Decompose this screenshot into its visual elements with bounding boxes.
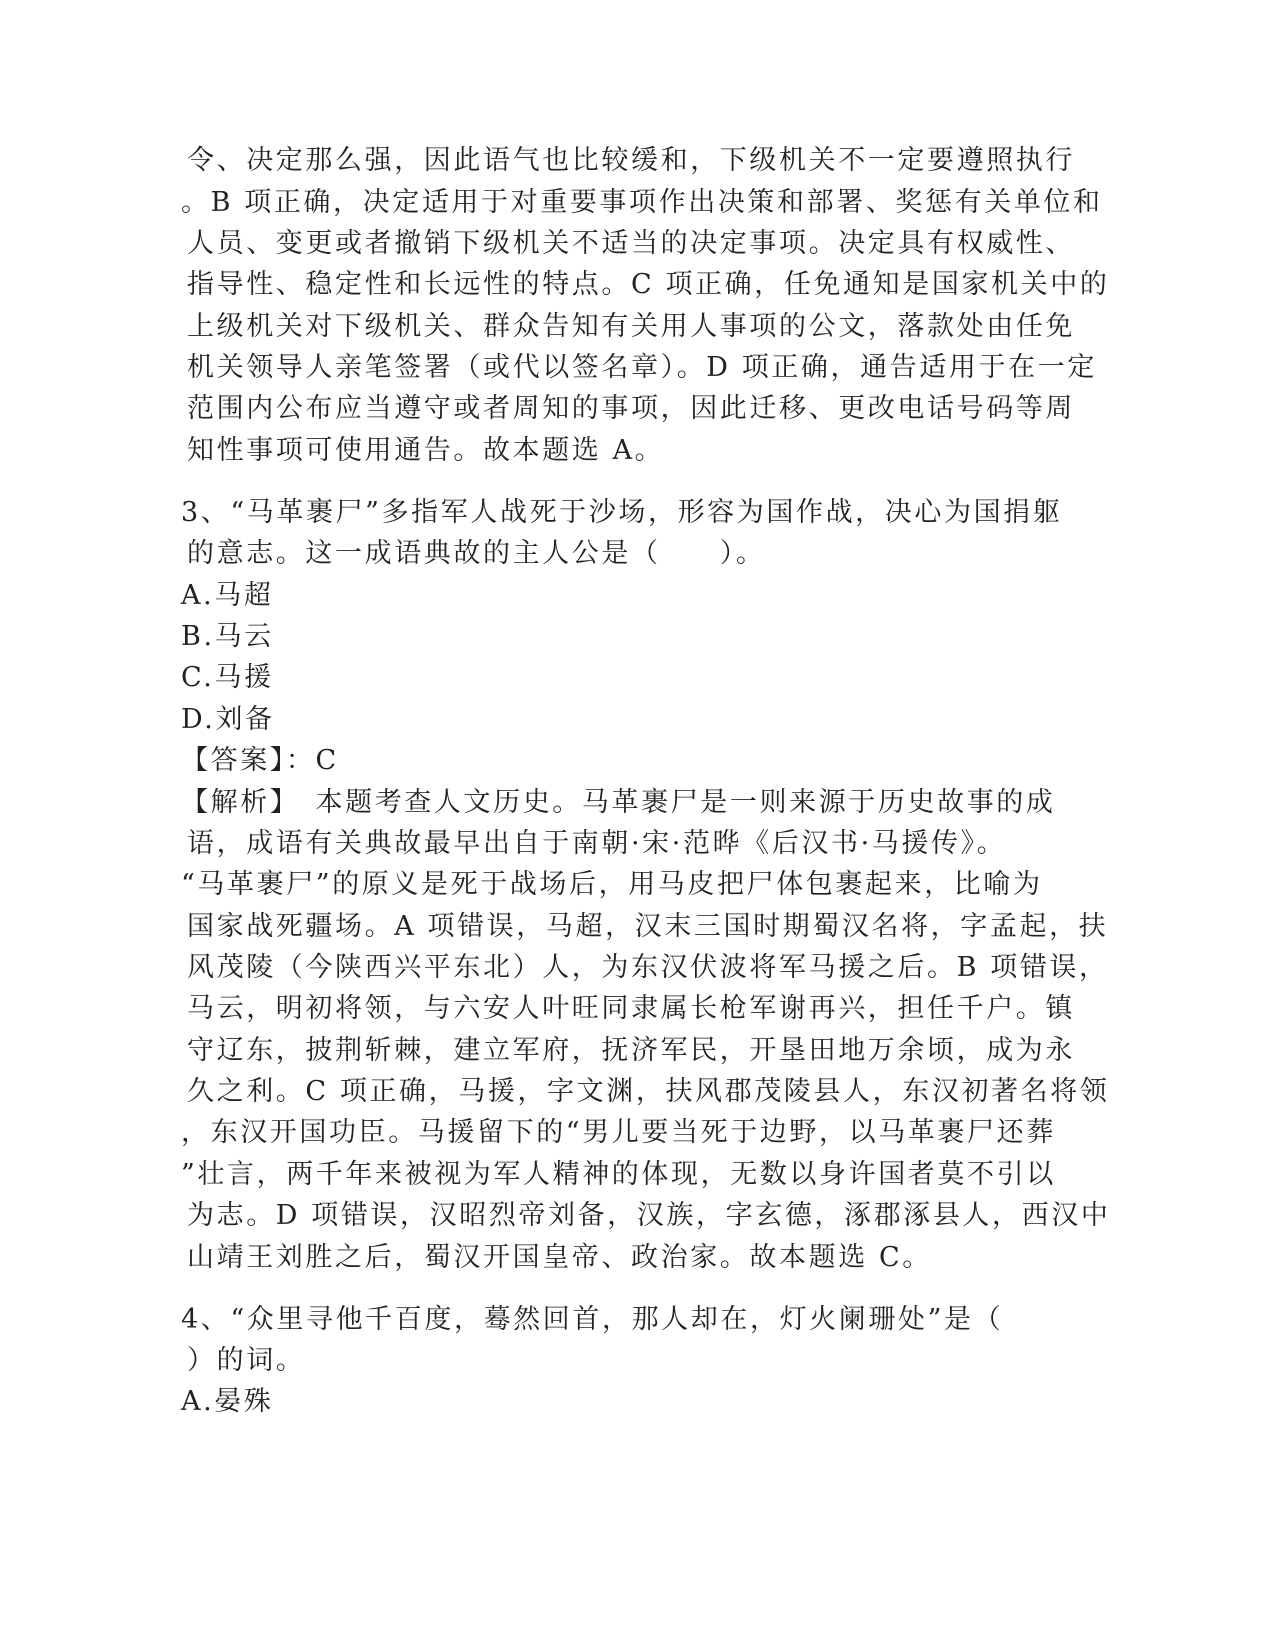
- question-3-analysis: 马云，明初将领，与六安人叶旺同隶属长枪军谢再兴，担任千户。镇: [187, 993, 1075, 1024]
- question-3-analysis: 风茂陵（今陕西兴平东北）人，为东汉伏波将军马援之后。B 项错误，: [187, 952, 1109, 983]
- explanation-line: 。B 项正确，决定适用于对重要事项作出决策和部署、奖惩有关单位和: [181, 187, 1103, 218]
- question-3-answer: 【答案】：C: [181, 745, 339, 776]
- explanation-line: 人员、变更或者撤销下级机关不适当的决定事项。决定具有权威性、: [187, 228, 1075, 259]
- question-4-option-a: A.晏殊: [181, 1386, 274, 1417]
- question-3-analysis: “马革裹尸”的原义是死于战场后，用马皮把尸体包裹起来，比喻为: [181, 869, 1043, 900]
- explanation-line: 机关领导人亲笔签署（或代以签名章）。D 项正确，通告适用于在一定: [187, 352, 1097, 383]
- question-3-analysis: ，东汉开国功臣。马援留下的“男儿要当死于边野，以马革裹尸还葬: [181, 1117, 1056, 1148]
- question-3-analysis: 语，成语有关典故最早出自于南朝·宋·范晔《后汉书·马援传》。: [187, 828, 1007, 859]
- question-3-stem: 的意志。这一成语典故的主人公是（ ）。: [187, 538, 766, 569]
- question-3-stem: 3、“马革裹尸”多指军人战死于沙场，形容为国作战，决心为国捐躯: [181, 497, 1063, 528]
- question-3-analysis: 国家战死疆场。A 项错误，马超，汉末三国时期蜀汉名将，字孟起，扶: [187, 911, 1109, 942]
- question-3-option-d: D.刘备: [181, 704, 275, 735]
- question-3-analysis: 守辽东，披荆斩棘，建立军府，抚济军民，开垦田地万余顷，成为永: [187, 1035, 1075, 1066]
- explanation-line: 范围内公布应当遵守或者周知的事项，因此迁移、更改电话号码等周: [187, 393, 1075, 424]
- question-3-analysis: 为志。D 项错误，汉昭烈帝刘备，汉族，字玄德，涿郡涿县人，西汉中: [187, 1200, 1111, 1231]
- question-3-option-b: B.马云: [181, 621, 274, 652]
- question-3-analysis: 久之利。C 项正确，马援，字文渊，扶风郡茂陵县人，东汉初著名将领: [187, 1076, 1110, 1107]
- explanation-line: 知性事项可使用通告。故本题选 A。: [187, 435, 665, 466]
- question-4-stem: ）的词。: [187, 1345, 306, 1376]
- question-3-analysis: ”壮言，两千年来被视为军人精神的体现，无数以身许国者莫不引以: [181, 1159, 1056, 1190]
- question-3-option-c: C.马援: [181, 662, 274, 693]
- question-3-analysis: 山靖王刘胜之后，蜀汉开国皇帝、政治家。故本题选 C。: [187, 1242, 932, 1273]
- explanation-line: 令、决定那么强，因此语气也比较缓和，下级机关不一定要遵照执行: [187, 145, 1075, 176]
- question-4-stem: 4、“众里寻他千百度，蓦然回首，那人却在，灯火阑珊处”是（: [181, 1304, 1004, 1335]
- question-3-option-a: A.马超: [181, 580, 274, 611]
- explanation-line: 上级机关对下级机关、群众告知有关用人事项的公文，落款处由任免: [187, 311, 1075, 342]
- explanation-line: 指导性、稳定性和长远性的特点。C 项正确，任免通知是国家机关中的: [187, 269, 1110, 300]
- question-3-analysis: 【解析】 本题考查人文历史。马革裹尸是一则来源于历史故事的成: [181, 787, 1056, 818]
